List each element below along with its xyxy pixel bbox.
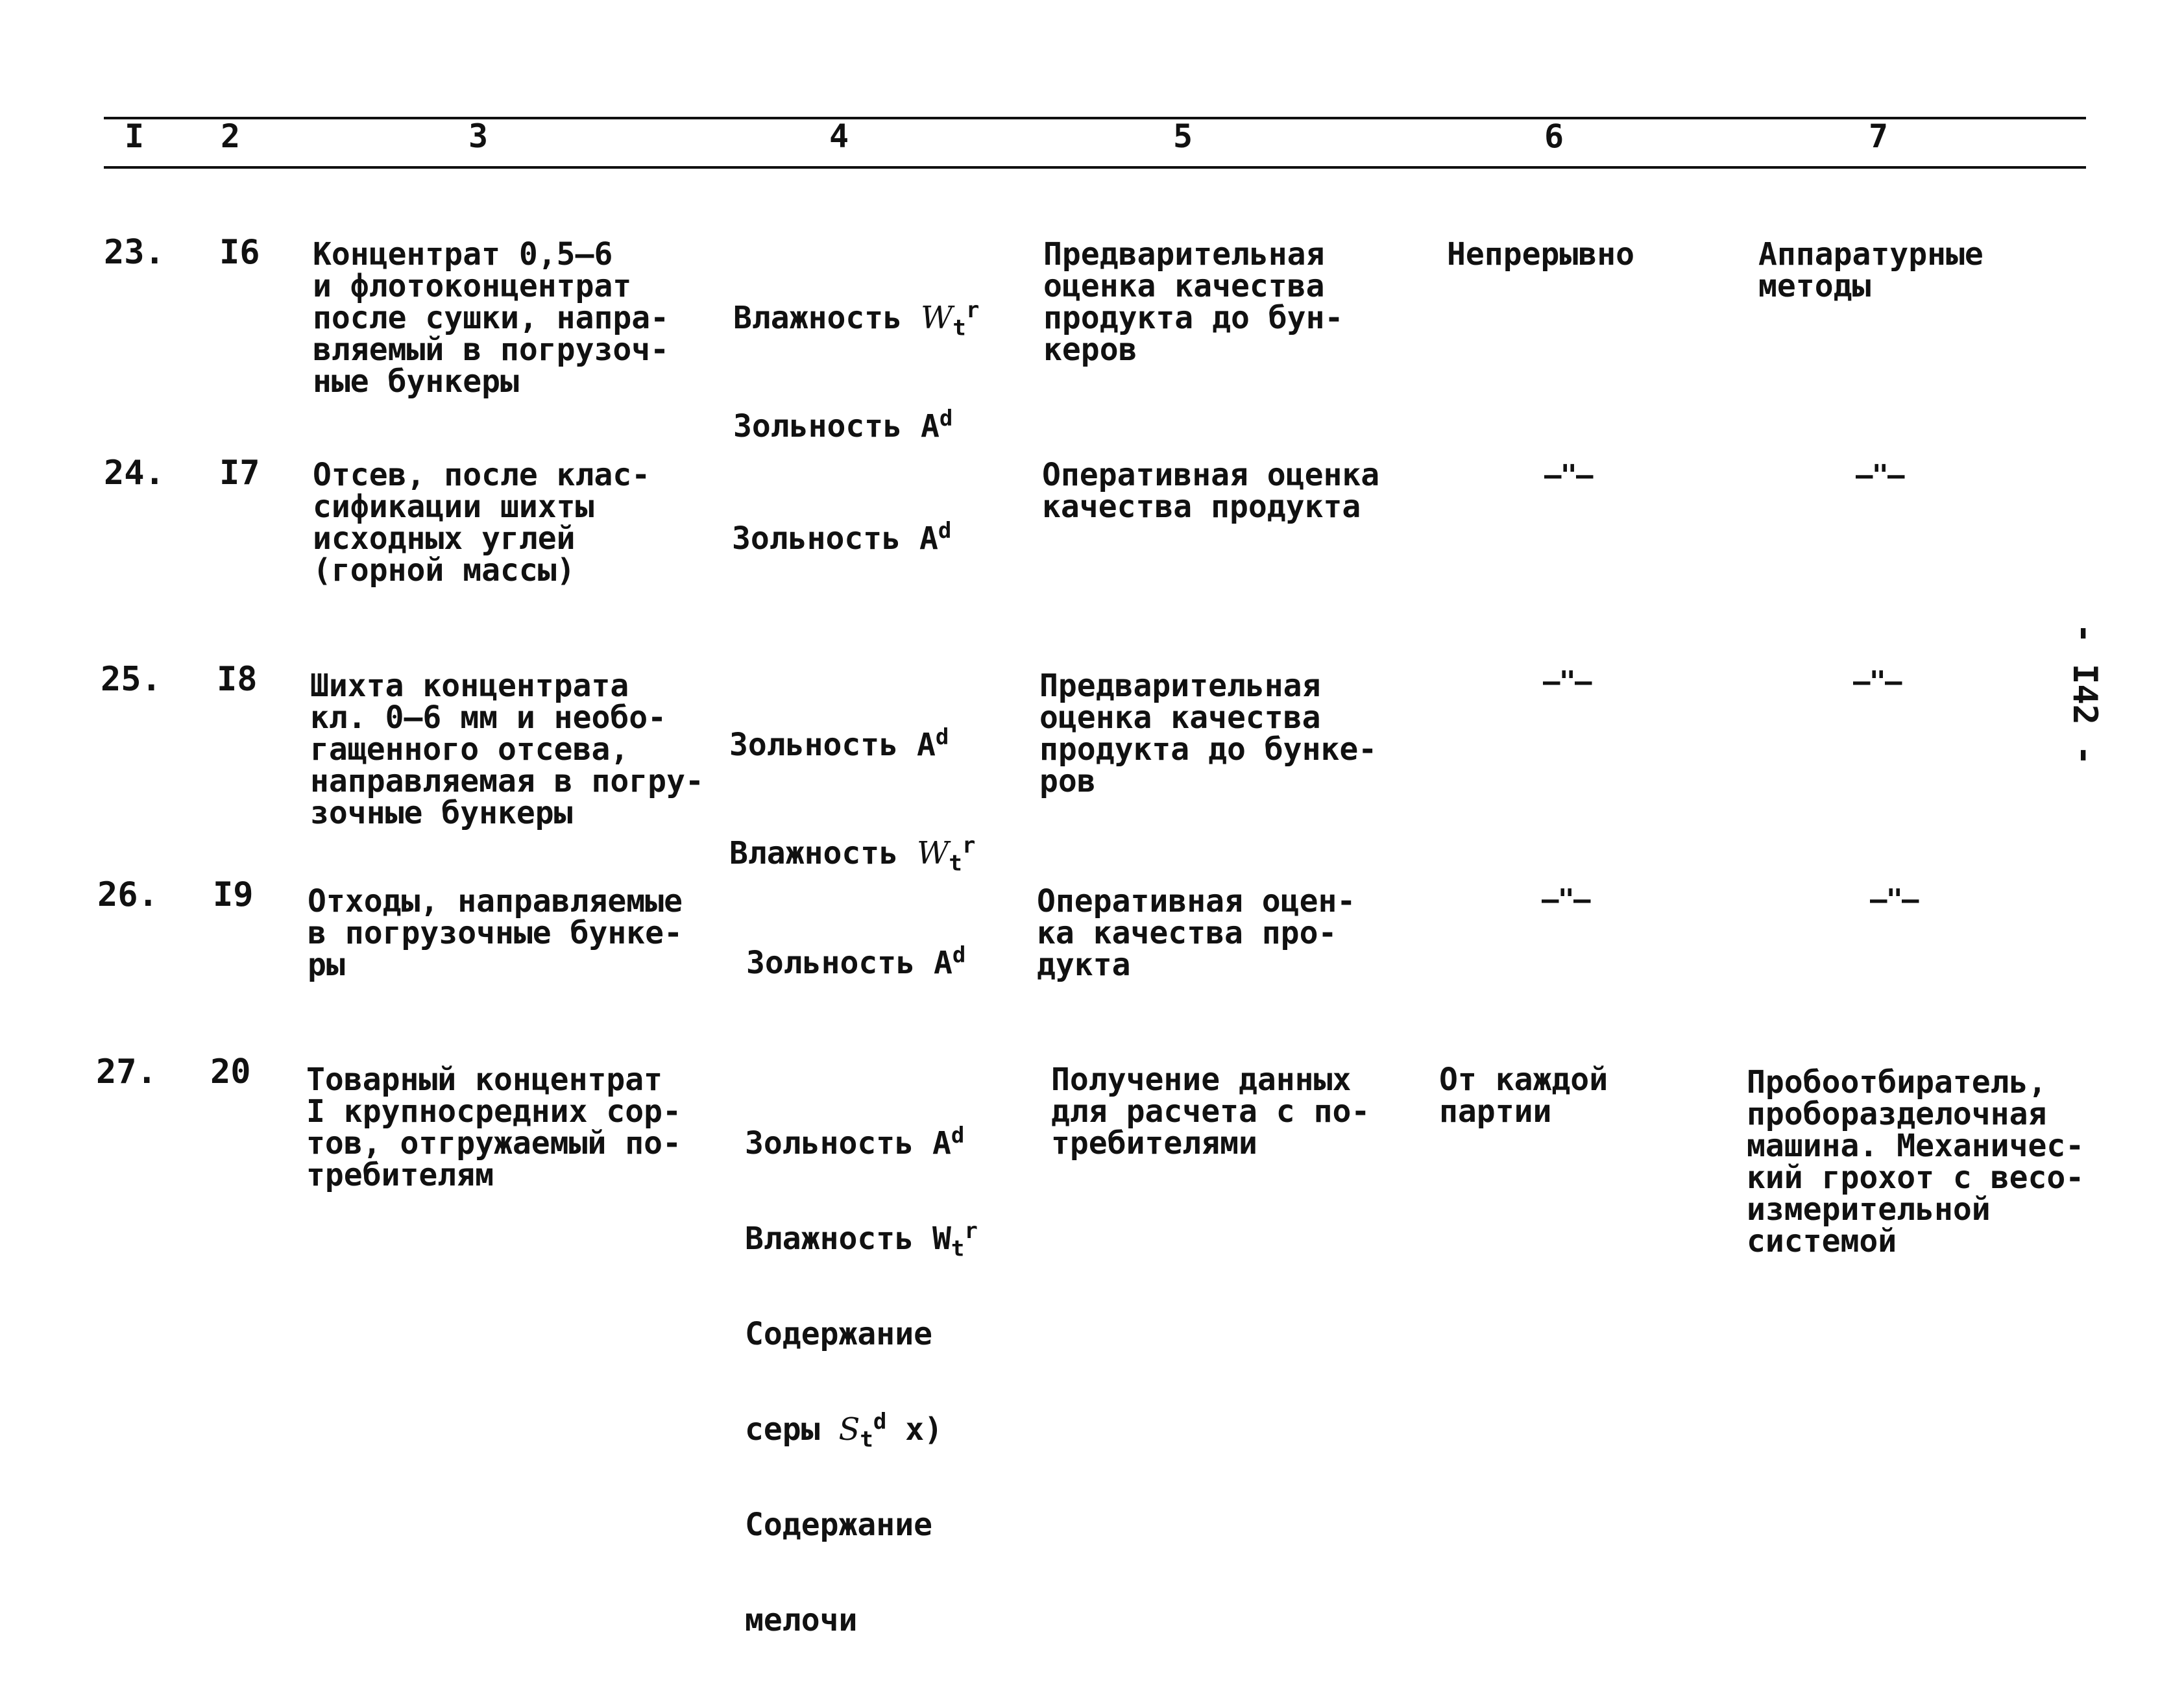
table-header-rule (104, 166, 2086, 169)
row-code: I9 (213, 875, 254, 914)
column-number-3: 3 (468, 117, 489, 155)
ditto-mark: –"– (1856, 459, 1904, 492)
ditto-mark: –"– (1543, 665, 1591, 698)
product-description: Отходы, направляемые в погрузочные бунке- ры (308, 883, 683, 983)
product-description: Отсев, после клас- сификации шихты исходных углей (горной массы) (313, 457, 651, 589)
row-number: 25. (101, 660, 162, 699)
column-number-7: 7 (1869, 117, 1889, 155)
row-code: I7 (219, 454, 260, 492)
control-purpose: Предварительная оценка качества продукта до бунке- ров (1039, 668, 1377, 799)
control-frequency: Непрерывно (1447, 236, 1634, 273)
row-code: 20 (210, 1052, 251, 1091)
quality-parameters: Влажность $W_t^r$ Зольность $A^d$ (733, 297, 980, 444)
ditto-mark: –"– (1544, 459, 1592, 492)
column-number-1: I (125, 117, 145, 155)
column-number-2: 2 (221, 117, 241, 155)
ditto-mark: –"– (1870, 883, 1918, 916)
control-frequency: От каждой партии (1439, 1062, 1608, 1130)
row-code: I8 (217, 660, 258, 699)
quality-parameters: Зольность $A^d$ (732, 518, 952, 557)
row-number: 27. (96, 1052, 157, 1091)
column-number-4: 4 (829, 117, 849, 155)
product-description: Шихта концентрата кл. 0–6 мм и необо- гащенного отсева, направляемая в погру- зочные бункеры (310, 668, 704, 831)
control-method: Пробоотбиратель, проборазделочная машина. Механичес- кий грохот с весо- измерительной системой (1747, 1064, 2085, 1259)
row-number: 24. (104, 454, 165, 492)
control-purpose: Получение данных для расчета с по- требителями (1051, 1062, 1370, 1161)
row-number: 23. (104, 233, 165, 272)
quality-parameters: Зольность $A^d$ Влажность $W_t^r$ (729, 724, 976, 877)
ditto-mark: –"– (1542, 883, 1590, 916)
quality-parameters: Зольность $A^d$ Влажность $W_t^r$ Содержание серы $S_t^d$ x) Содержание мелочи (745, 1123, 978, 1638)
product-description: Концентрат 0,5–6 и флотоконцентрат после сушки, напра- вляемый в погрузоч- ные бункеры (313, 236, 670, 400)
product-description: Товарный концентрат I крупносредних сор- тов, отгружаемый по- требителям (306, 1062, 681, 1193)
column-number-6: 6 (1544, 117, 1564, 155)
ditto-mark: –"– (1853, 665, 1901, 698)
control-purpose: Оперативная оцен- ка качества про- дукта (1037, 883, 1356, 983)
row-number: 26. (97, 875, 158, 914)
table-top-rule (104, 117, 2086, 119)
control-purpose: Оперативная оценка качества продукта (1042, 457, 1380, 525)
control-purpose: Предварительная оценка качества продукта до бун- керов (1043, 236, 1344, 368)
row-code: I6 (219, 233, 260, 272)
control-method: Аппаратурные методы (1758, 236, 1984, 304)
column-number-5: 5 (1173, 117, 1193, 155)
quality-parameters: Зольность $A^d$ (746, 942, 966, 981)
page-number: - I42 - (2065, 623, 2104, 766)
